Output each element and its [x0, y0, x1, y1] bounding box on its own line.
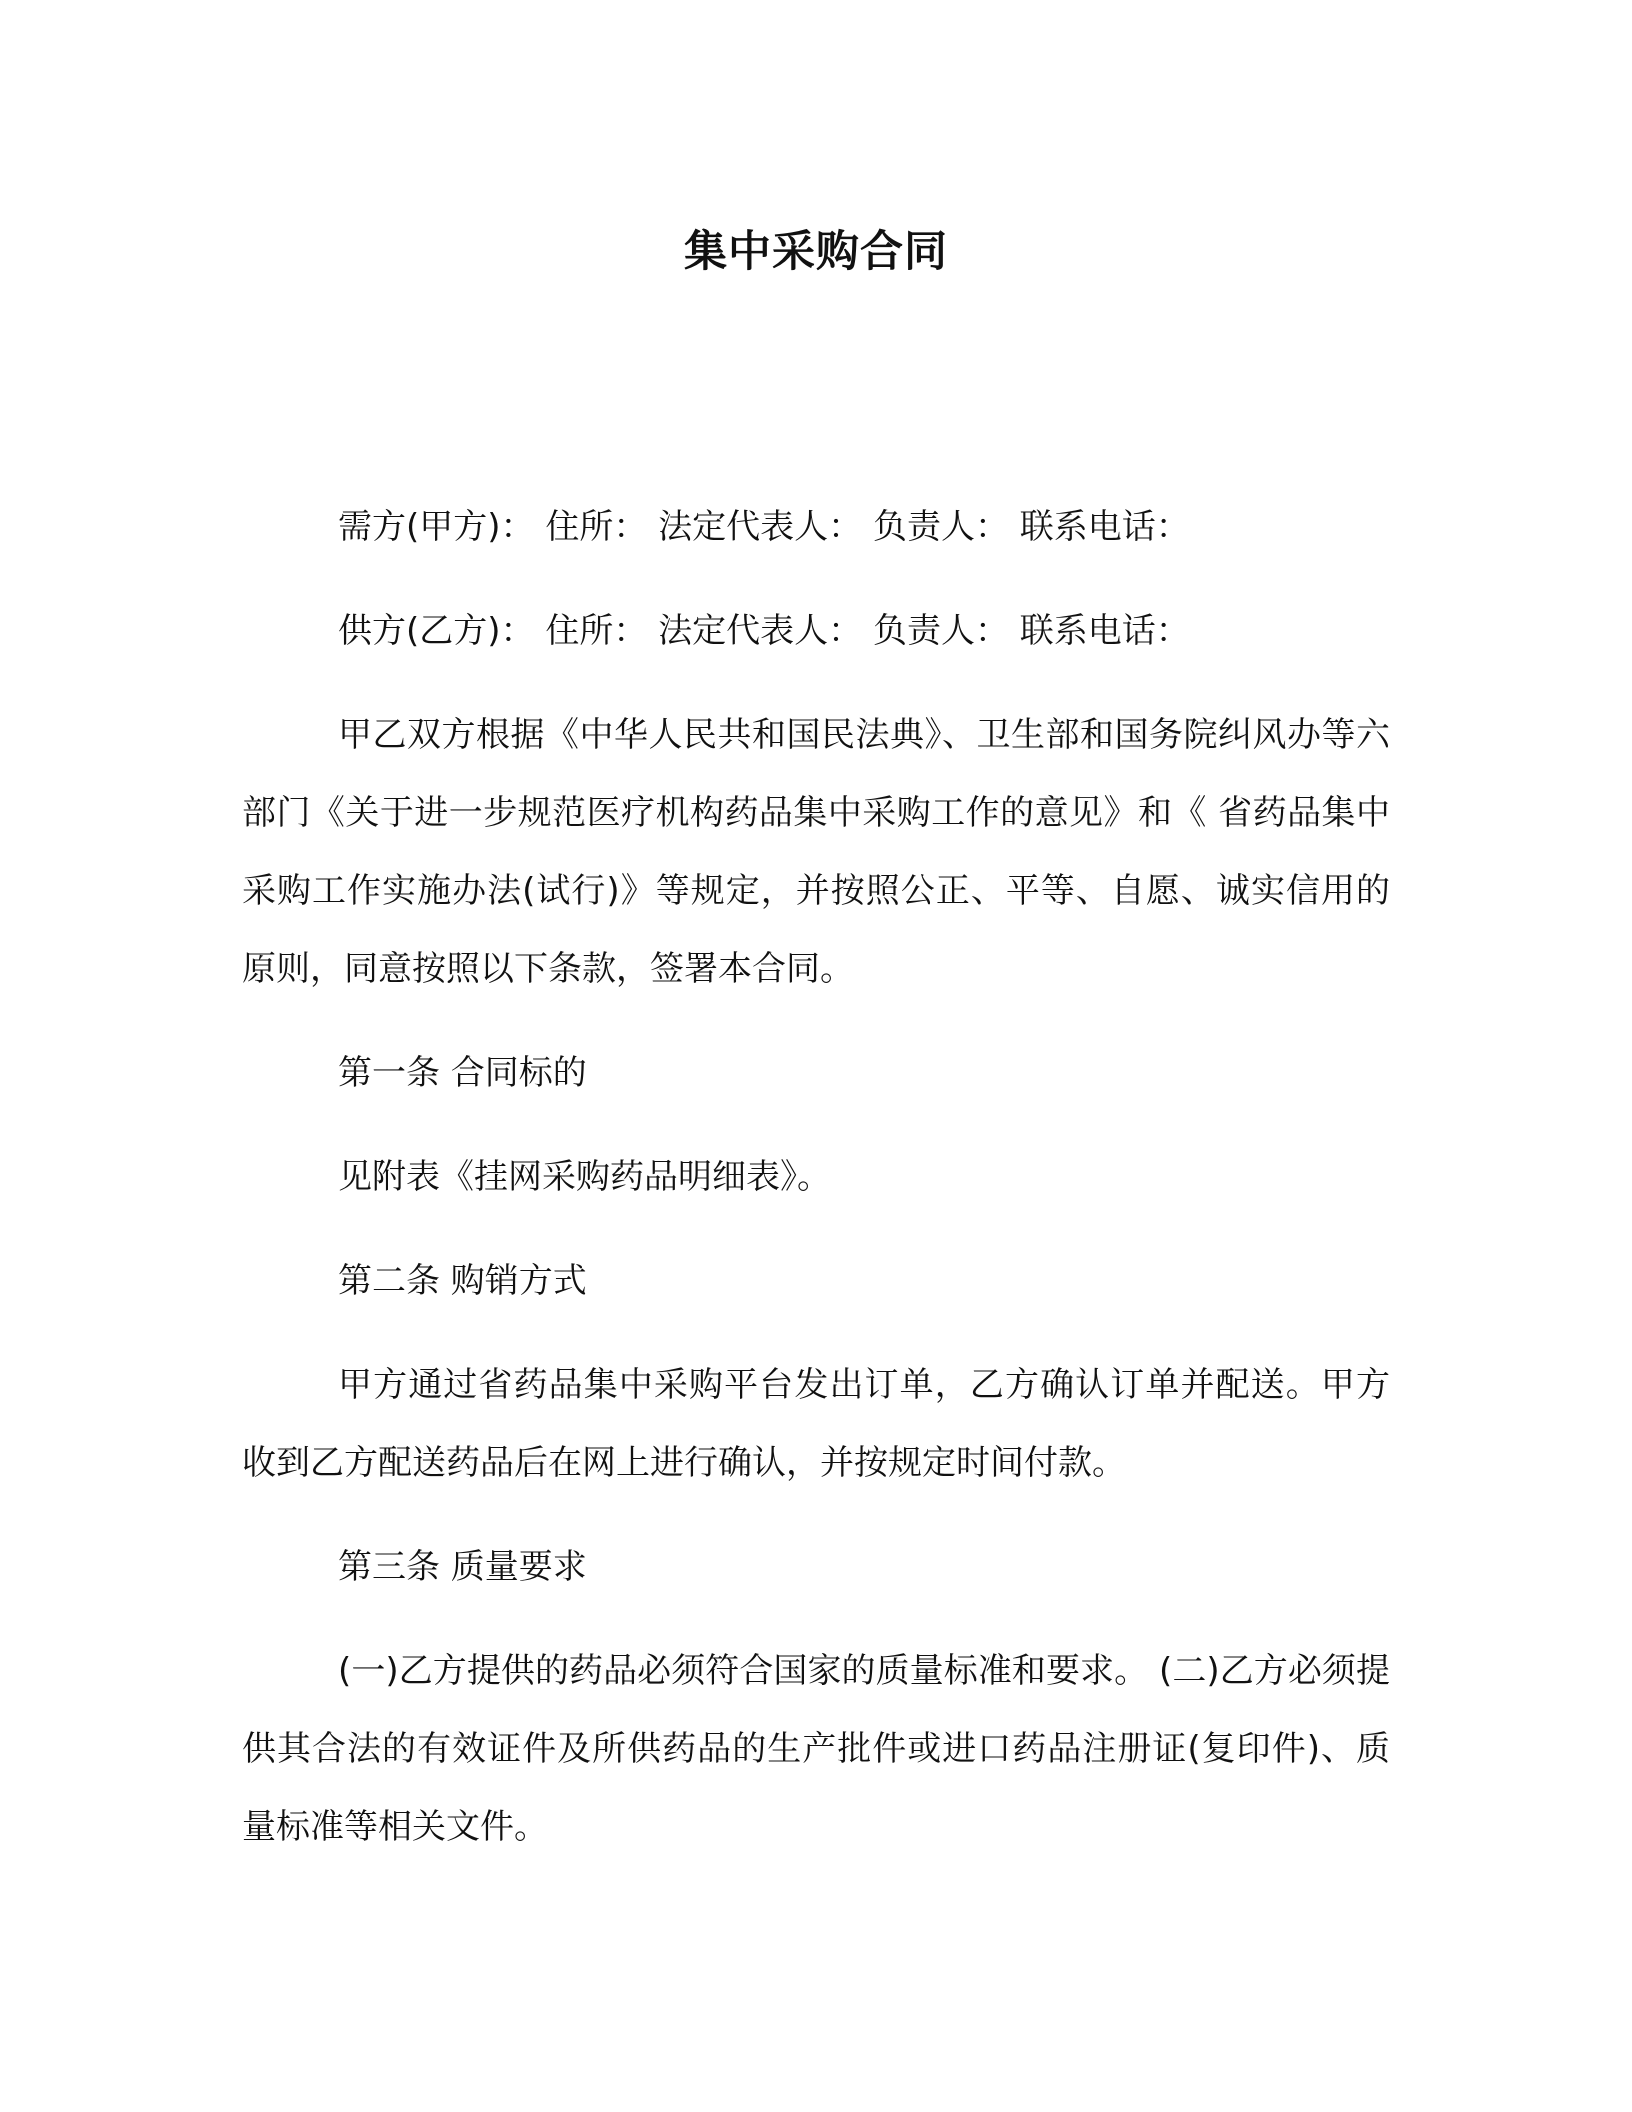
party-a-line: 需方(甲方)： 住所： 法定代表人： 负责人： 联系电话： — [338, 507, 1190, 547]
document-title: 集中采购合同 — [684, 227, 948, 277]
document-body — [242, 488, 1390, 1866]
party-b-line: 供方(乙方)： 住所： 法定代表人： 负责人： 联系电话： — [338, 611, 1190, 651]
preamble-paragraph: 甲乙双方根据《中华人民共和国民法典》、卫生部和国务院纠风办等六部门《关于进一步规范医疗机构药品集中采购工作的意见》和《 省药品集中采购工作实施办法(试行)》等规定，并按照公正、平等、自愿、诚实信用的原则，同意按照以下条款，签署本合同。 — [242, 715, 1390, 989]
article-3-heading: 第三条 质量要求 — [338, 1547, 587, 1587]
article-3-text: (一)乙方提供的药品必须符合国家的质量标准和要求。 (二)乙方必须提供其合法的有效证件及所供药品的生产批件或进口药品注册证(复印件)、质量标准等相关文件。 — [242, 1651, 1390, 1847]
article-2-heading: 第二条 购销方式 — [338, 1261, 587, 1301]
article-1-text: 见附表《挂网采购药品明细表》。 — [338, 1157, 831, 1197]
article-2-text: 甲方通过省药品集中采购平台发出订单，乙方确认订单并配送。甲方收到乙方配送药品后在网上进行确认，并按规定时间付款。 — [242, 1365, 1390, 1483]
article-1-heading: 第一条 合同标的 — [338, 1053, 587, 1093]
